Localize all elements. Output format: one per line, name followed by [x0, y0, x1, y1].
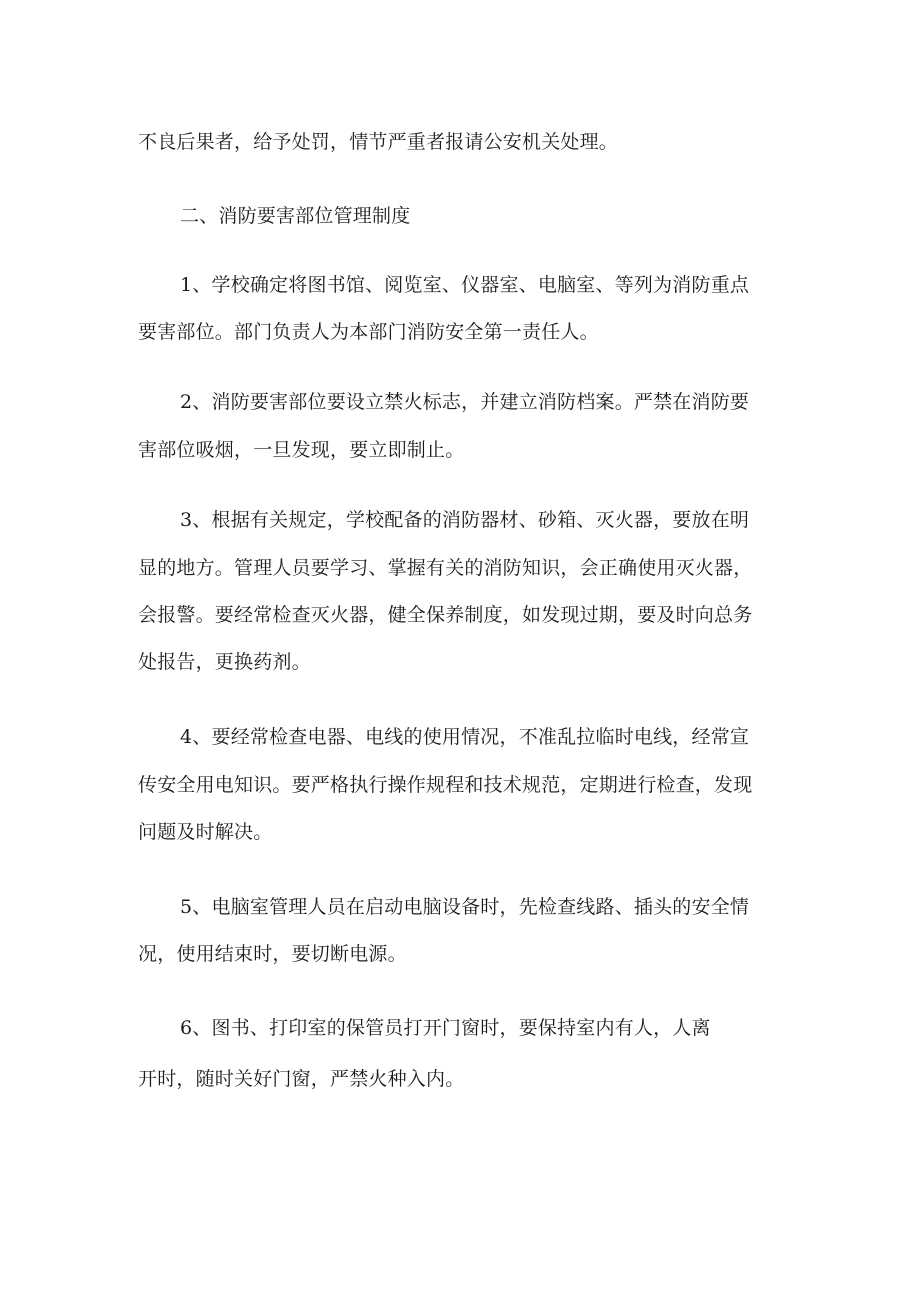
item-3-line-2: 显的地方。管理人员要学习、掌握有关的消防知识，会正确使用灭火器，: [138, 557, 753, 579]
item-4-line-1: 4、要经常检查电器、电线的使用情况，不准乱拉临时电线，经常宣: [180, 726, 750, 748]
item-2-line-1: 2、消防要害部位要设立禁火标志，并建立消防档案。严禁在消防要: [180, 391, 750, 413]
item-4-line-3: 问题及时解决。: [138, 821, 273, 843]
item-6-line-1: 6、图书、打印室的保管员打开门窗时，要保持室内有人，人离: [180, 1017, 711, 1039]
item-1-line-2: 要害部位。部门负责人为本部门消防安全第一责任人。: [138, 321, 599, 343]
section-heading: 二、消防要害部位管理制度: [180, 205, 411, 227]
item-2-line-2: 害部位吸烟，一旦发现，要立即制止。: [138, 439, 465, 461]
item-3-line-4: 处报告，更换药剂。: [138, 651, 311, 673]
item-6-line-2: 开时，随时关好门窗，严禁火种入内。: [138, 1068, 465, 1090]
item-3-line-1: 3、根据有关规定，学校配备的消防器材、砂箱、灭火器，要放在明: [180, 509, 750, 531]
item-4-line-2: 传安全用电知识。要严格执行操作规程和技术规范，定期进行检查，发现: [138, 774, 753, 796]
item-5-line-1: 5、电脑室管理人员在启动电脑设备时，先检查线路、插头的安全情: [180, 896, 750, 918]
item-3-line-3: 会报警。要经常检查灭火器，健全保养制度，如发现过期，要及时向总务: [138, 604, 753, 626]
item-5-line-2: 况，使用结束时，要切断电源。: [138, 943, 407, 965]
item-1-line-1: 1、学校确定将图书馆、阅览室、仪器室、电脑室、等列为消防重点: [180, 274, 750, 296]
continuation-text: 不良后果者，给予处罚，情节严重者报请公安机关处理。: [138, 131, 619, 153]
